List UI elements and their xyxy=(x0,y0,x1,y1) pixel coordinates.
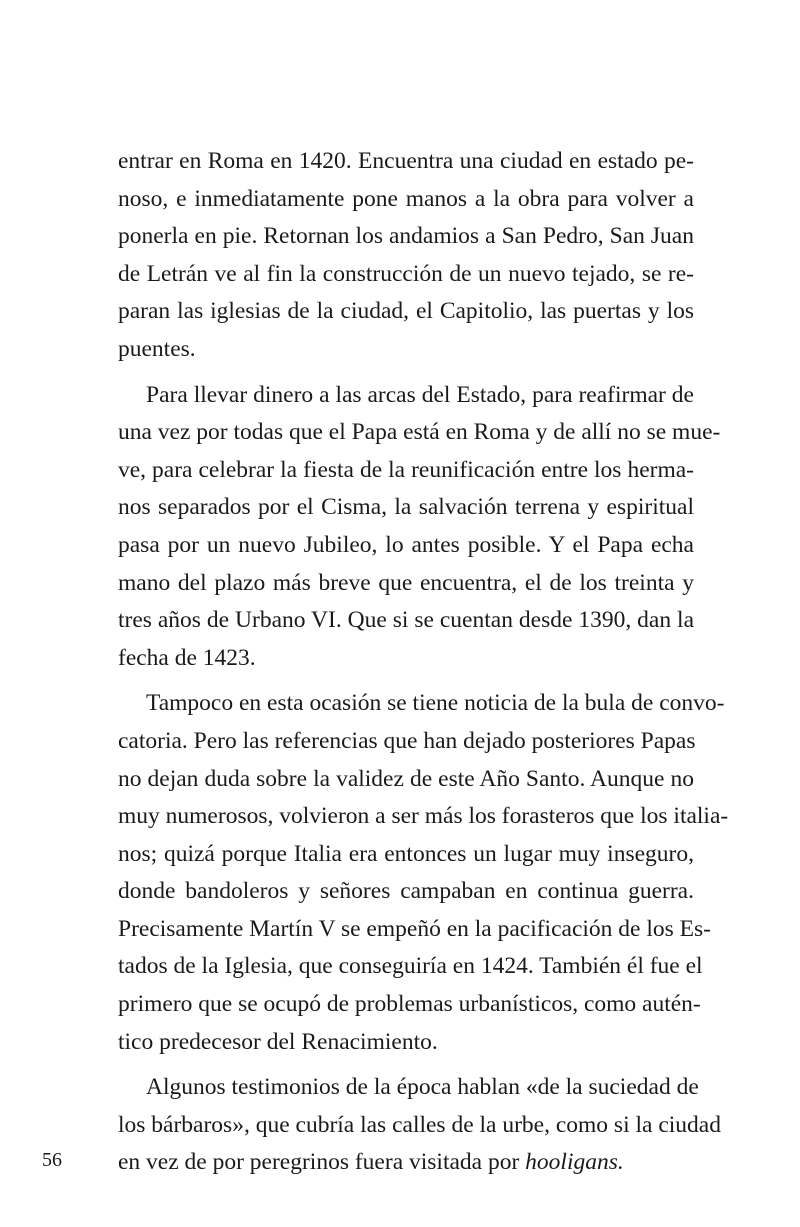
text-line: muy numerosos, volvieron a ser más los forasteros que los italia- xyxy=(118,803,729,830)
text-line: fecha de 1423. xyxy=(118,644,256,671)
text-line: nos; quizá porque Italia era entonces un lugar muy inseguro, xyxy=(118,840,694,867)
text-line: donde bandoleros y señores campaban en continua guerra. xyxy=(118,878,694,905)
text-line: no dejan duda sobre la validez de este Año Santo. Aunque no xyxy=(118,765,694,792)
paragraph-3 xyxy=(118,685,729,1061)
text-line: Precisamente Martín V se empeñó en la pacificación de los Es- xyxy=(118,915,711,942)
text-line: noso, e inmediatamente pone manos a la obra para volver a xyxy=(118,185,694,212)
text-line xyxy=(118,1144,694,1182)
paragraph-2 xyxy=(118,377,721,678)
text-line: los bárbaros», que cubría las calles de la urbe, como si la ciudad xyxy=(118,1111,721,1138)
text-line: mano del plazo más breve que encuentra, el de los treinta y xyxy=(118,569,694,596)
text-line: tados de la Iglesia, que conseguiría en 1424. También él fue el xyxy=(118,953,703,980)
text-line: nos separados por el Cisma, la salvación terrena y espiritual xyxy=(118,494,694,521)
line-text: en vez de por peregrinos fuera visitada por xyxy=(118,1149,526,1176)
text-line: catoria. Pero las referencias que han dejado posteriores Papas xyxy=(118,727,696,754)
text-line: Tampoco en esta ocasión se tiene noticia de la bula de convo- xyxy=(146,690,725,717)
page-number: 56 xyxy=(42,1149,62,1171)
text-line: pasa por un nuevo Jubileo, lo antes posible. Y el Papa echa xyxy=(118,531,694,558)
text-line: primero que se ocupó de problemas urbanísticos, como autén- xyxy=(118,991,701,1018)
paragraph-4 xyxy=(118,1069,721,1182)
text-line: Para llevar dinero a las arcas del Estado, para reafirmar de xyxy=(146,381,694,408)
text-line: entrar en Roma en 1420. Encuentra una ciudad en estado pe- xyxy=(118,148,694,174)
text-line: tres años de Urbano VI. Que si se cuentan desde 1390, dan la xyxy=(118,607,694,634)
text-line: tico predecesor del Renacimiento. xyxy=(118,1028,438,1055)
text-line: una vez por todas que el Papa está en Roma y de allí no se mue- xyxy=(118,419,721,446)
text-line: Algunos testimonios de la época hablan «de la suciedad de xyxy=(146,1074,699,1101)
italic-word: hooligans. xyxy=(525,1149,624,1176)
text-line: puentes. xyxy=(118,335,196,362)
body-text xyxy=(118,143,729,1182)
paragraph-1 xyxy=(118,143,694,369)
text-line: de Letrán ve al fin la construcción de un nuevo tejado, se re- xyxy=(118,260,694,287)
text-line: ponerla en pie. Retornan los andamios a San Pedro, San Juan xyxy=(118,223,694,250)
text-line: paran las iglesias de la ciudad, el Capitolio, las puertas y los xyxy=(118,298,694,325)
text-line: ve, para celebrar la fiesta de la reunificación entre los herma- xyxy=(118,456,694,483)
